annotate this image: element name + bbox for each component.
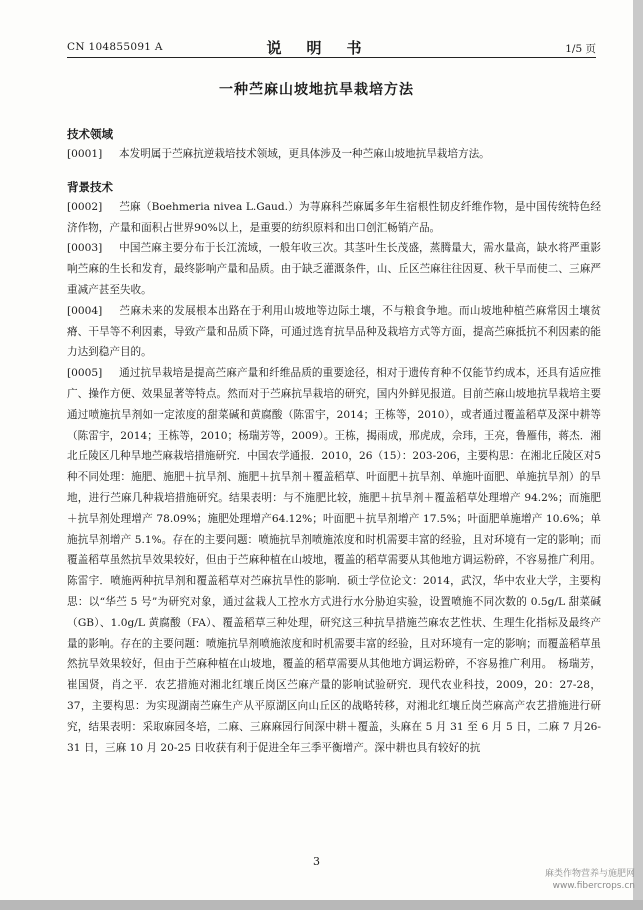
paragraph-text: 中国苎麻主要分布于长江流域，一般年收三次。其茎叶生长茂盛，蒸腾量大，需水量高，缺水将严重影响苎麻的生长和发育，最终影响产量和品质。由于缺乏灌溉条件，山、丘区苎麻往往因夏、秋干旱而使二、三麻严重减产甚至失收。: [67, 242, 601, 296]
paragraph-text: 通过抗旱栽培是提高苎麻产量和纤维品质的重要途径，相对于遗传育种不仅能节约成本，还具有适应推广、操作方便、效果显著等特点。然而对于苎麻抗旱栽培的研究，国内外鲜见报道。目前苎麻山坡地抗旱栽培主要通过喷施抗旱剂如一定浓度的甜菜碱和黄腐酸（陈雷宇，2014；王栋等，2010），或者通过覆盖稻草及深中耕等（陈雷宇，2014；王栋等，2010；杨瑞芳等，2009）。王栋，揭雨成，邢虎成，佘玮，王亮，鲁雁伟，蒋杰．湘北丘陵区几种旱地苎麻栽培措施研究．中国农学通报．2010，26（15）：203-206，主要构思：在湘北丘陵区对5种不同处理：施肥、施肥＋抗旱剂、施肥＋抗旱剂＋覆盖稻草、叶面肥＋抗旱剂、单施叶面肥、单施抗旱剂）的旱地，进行苎麻几种栽培措施研究。结果表明：与不施肥比较，施肥＋抗旱剂＋覆盖稻草处理增产 94.2%；而施肥＋抗旱剂处理增产 78.09%；施肥处理增产64.12%；叶面肥＋抗旱剂增产 17.5%；叶面肥单施增产 10.6%；单施抗旱剂增产 5.1%。存在的主要问题：喷施抗旱剂喷施浓度和时机需要丰富的经验，且对环境有一定的影响；而覆盖稻草虽然抗旱效果较好，但由于苎麻种植在山坡地，覆盖的稻草需要从其他地方调运粉碎，不容易推广利用。陈雷宇．喷施两种抗旱剂和覆盖稻草对苎麻抗旱性的影响．硕士学位论文：2014，武汉，华中农业大学，主要构思：以“华苎 5 号”为研究对象，通过盆栽人工控水方式进行水分胁迫实验，设置喷施不同次数的 0.5g/L 甜菜碱（GB）、1.0g/L 黄腐酸（FA）、覆盖稻草三种处理，研究这三种抗旱措施苎麻农艺性状、生理生化指标及最终产量的影响。存在的主要问题：喷施抗旱剂喷施浓度和时机需要丰富的经验，且对环境有一定的影响；而覆盖稻草虽然抗旱效果较好，但由于苎麻种植在山坡地，覆盖的稻草需要从其他地方调运粉碎，不容易推广利用。 杨瑞芳，崔国贤，肖之平．农艺措施对湘北红壤丘岗区苎麻产量的影响试验研究．现代农业科技，2009，20：27-28，37，主要构思：为实现湖南苎麻生产从平原湖区向山丘区的战略转移，对湘北红壤丘岗苎麻高产农艺措施进行研究，结果表明：采取麻园冬培，二麻、三麻麻园行间深中耕＋覆盖，头麻在 5 月 31 至 6 月 5 日，二麻 7 月26-31 日，三麻 10 月 20-25 日收获有利于促进全年三季平衡增产。深中耕也具有较好的抗: [67, 367, 601, 754]
document-title: 一种苎麻山坡地抗旱栽培方法: [219, 82, 414, 98]
paragraph-text: 本发明属于苎麻抗逆栽培技术领域，更具体涉及一种苎麻山坡地抗旱栽培方法。: [119, 148, 490, 160]
watermark-title: 麻类作物营养与施肥网: [544, 869, 635, 879]
paragraph: [67, 363, 601, 758]
paragraph-number: [0005]: [67, 367, 103, 380]
document-type: 说 明 书: [266, 39, 367, 57]
paragraph-number: [0004]: [67, 304, 103, 317]
page-indicator: 1/5 页: [565, 43, 596, 55]
section-heading-background: 背景技术: [67, 179, 113, 194]
paragraph: [67, 197, 601, 239]
patent-number: CN 104855091 A: [67, 41, 163, 53]
watermark: [545, 868, 635, 892]
paragraph: [67, 238, 601, 300]
paragraph-number: [0001]: [67, 148, 103, 160]
section-heading-field: 技术领域: [67, 127, 113, 141]
header-divider: [67, 57, 596, 58]
paragraph-text: 苎麻未来的发展根本出路在于利用山坡地等边际土壤，不与粮食争地。而山坡地种植苎麻常因土壤贫瘠、干旱等不利因素，导致产量和品质下降，可通过选育抗旱品种及栽培方式等方面，提高苎麻抵抗不利因素的能力达到稳产目的。: [67, 304, 601, 359]
paragraph-text: 苎麻（Boehmeria nivea L.Gaud.）为荨麻科苎麻属多年生宿根性韧皮纤维作物，是中国传统特色经济作物，产量和面积占世界90%以上，是重要的纺织原料和出口创汇畅销产品。: [67, 200, 601, 234]
document-body: [67, 124, 601, 758]
page-number: 3: [313, 855, 320, 868]
bottom-margin-strip: [0, 900, 643, 910]
paragraph-number: [0003]: [67, 242, 103, 255]
page-header: [0, 37, 633, 57]
paragraph: [67, 144, 601, 165]
paragraph-number: [0002]: [67, 200, 103, 213]
watermark-url: www.fibercrops.cn: [552, 881, 635, 891]
paragraph: [67, 301, 601, 363]
